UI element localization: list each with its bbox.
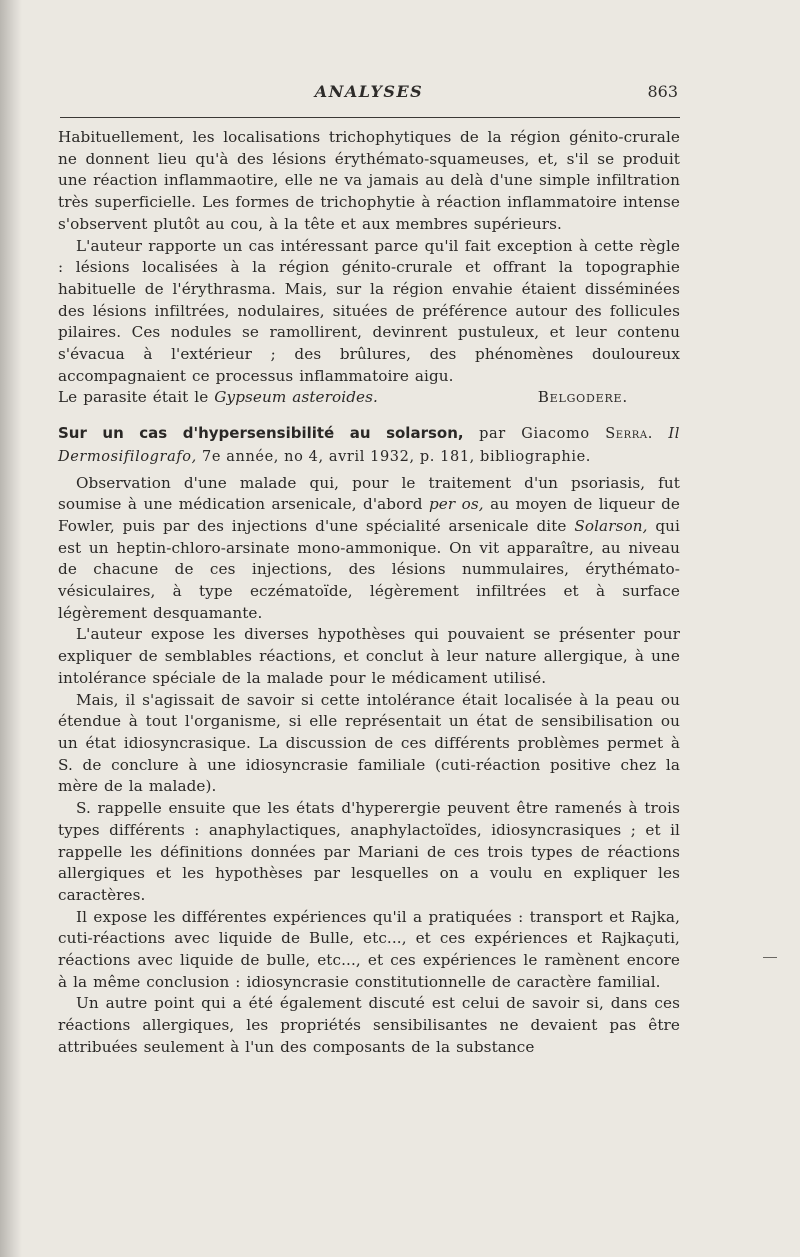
- paragraph-4: [58, 473, 680, 625]
- paragraph-2: L'auteur rapporte un cas intéressant parce qu'il fait exception à cette règle : lésions localisées à la région génito-crurale et offrant la topographie habituelle de l'érythrasma. Mais, sur la région envahie étaient disséminées des lésions infiltrées, nodulaires, situées de préférence autour des follicules pilaires. Ces nodules se ramollirent, devinrent pustuleux, et leur contenu s'évacua à l'extérieur ; des brûlures, des phénomènes douloureux accompagnaient ce processus inflammatoire aigu.: [58, 236, 680, 385]
- paragraph-6: Mais, il s'agissait de savoir si cette intolérance était localisée à la peau ou étendue à tout l'organisme, si elle représentait un état de sensibilisation ou un état idiosyncrasique. La discussion de ces différents problèmes permet à S. de conclure à une idiosyncrasie familiale (cuti-réaction positive chez la mère de la malade).: [58, 690, 680, 796]
- p4-text-b: au moyen de liqueur de Fowler, puis par des injections d'une spécialité arsenicale dite: [58, 495, 681, 535]
- article-title: Sur un cas d'hypersensibilité au solarson,: [58, 424, 464, 443]
- paragraph-5: L'auteur expose les diverses hypothèses qui pouvaient se présenter pour expliquer de semblables réactions, et conclut à leur nature allergique, à une intolérance spéciale de la malade pour le médicament utilisé.: [58, 625, 680, 687]
- review-signature: Belgodere.: [537, 388, 628, 407]
- paragraph-7: S. rappelle ensuite que les états d'hyperergie peuvent être ramenés à trois types différents : anaphylactiques, anaphylactoïdes, idiosyncrasiques ; et il rappelle les définitions données par Mariani de ces trois types de réactions allergiques et les hypothèses par lesquelles on a voulu en expliquer les caractères.: [58, 799, 680, 904]
- article-journal: Il Dermosifilografo,: [58, 426, 681, 465]
- paragraph-8: Il expose les différentes expériences qu'il a pratiquées : transport et Rajka, cuti-réactions avec liquide de Bulle, etc..., et ces expériences et Rajkaçuti, réactions avec liquide de bulle, etc..., et ces expériences le ramènent encore à la même conclusion : idiosyncrasie constitutionnelle de caractère familial.: [58, 907, 680, 991]
- header-rule: [60, 117, 680, 118]
- paragraph-3: [58, 387, 680, 409]
- paragraph-1: Habituellement, les localisations trichophytiques de la région génito-crurale ne donnent lieu qu'à des lésions érythémato-squameuses, et, s'il se produit une réaction inflammaotire, elle ne va jamais au delà d'une simple infiltration très superficielle. Les formes de trichophytie à réaction inflammatoire intense s'observent plutôt au cou, à la tête et aux membres supérieurs.: [58, 128, 680, 233]
- running-title: ANALYSES: [314, 82, 424, 101]
- article-author: Serra.: [605, 426, 653, 443]
- article-details: 7e année, no 4, avril 1932, p. 181, bibliographie.: [196, 448, 591, 465]
- p4-text-a: Observation d'une malade qui, pour le traitement d'un psoriasis, fut soumise à une médication arsenicale, d'abord: [58, 473, 680, 514]
- first-review: [58, 127, 680, 409]
- margin-mark: [763, 957, 777, 958]
- parasite-species: Gypseum asteroides.: [214, 388, 378, 407]
- p4-italic-per-os: per os,: [428, 495, 484, 514]
- article-heading: [58, 423, 680, 468]
- page-body: [58, 127, 680, 1059]
- parasite-prefix: Le parasite était le: [58, 388, 215, 407]
- paragraph-9: Un autre point qui a été également discuté est celui de savoir si, dans ces réactions allergiques, les propriétés sensibilisantes ne devaient pas être attribuées seulement à l'un des composants de la substance: [58, 994, 680, 1056]
- running-head: [58, 82, 680, 112]
- second-review: [58, 423, 680, 1058]
- page-number: 863: [647, 82, 678, 101]
- p4-text-c: qui est un heptin-chloro-arsinate mono-ammonique. On vit apparaître, au niveau de chacune de ces injections, des lésions nummulaires, érythémato-vésiculaires, à type eczématoïde, légèrement infiltrées et à surface légèrement desquamante.: [58, 516, 681, 622]
- article-by: par Giacomo: [463, 426, 606, 443]
- page-header: [58, 82, 680, 112]
- page-gutter-shadow: [0, 0, 22, 1257]
- p4-italic-solarson: Solarson,: [574, 516, 648, 535]
